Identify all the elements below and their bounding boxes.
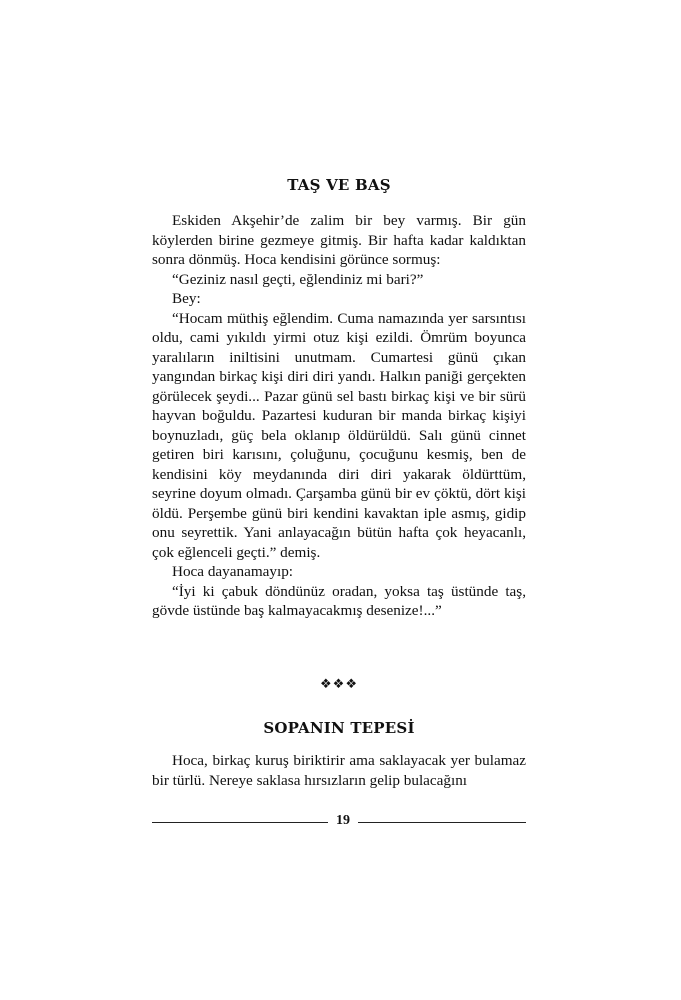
story-body-sopanin-tepesi [152,751,526,790]
story-title-tas-ve-bas: TAŞ VE BAŞ [287,176,391,194]
page-number: 19 [336,813,350,828]
paragraph: Bey: [172,290,201,307]
section-divider-ornament: ❖❖❖ [320,677,358,692]
story-title-sopanin-tepesi: SOPANIN TEPESİ [263,719,415,737]
paragraph: “Hocam müthiş eğlendim. Cuma namazında yer sarsıntısı oldu, cami yıkıldı yirmi otuz kişi ezildi. Ömrüm boyunca yaralıların iniltisini unutmam. Cumartesi günü çıkan yangından birkaç kişi diri diri yandı. Halkın paniği gerçekten görülecek şeydi... Pazar günü sel bastı birkaç kişi ve bir sürü hayvan boğuldu. Pazartesi kuduran bir manda birkaç kişiyi boynuzladı, güç bela oklanıp öldürüldü. Salı günü cinnet getiren biri karısını, çoluğunu, çocuğunu kesmiş, ben de kendisini köy meydanında diri diri yakarak öldürttüm, seyrine doyum olmadı. Çarşamba günü bir ev çöktü, dört kişi öldü. Perşembe günü biri kendini kavaktan iple asmış, gidip onu seyrettik. Yani anlayacağın bütün hafta çok heyacanlı, çok eğlenceli geçti.” demiş. [152,309,526,561]
paragraph: “İyi ki çabuk döndünüz oradan, yoksa taş üstünde taş, gövde üstünde baş kalmayacakmış desenize!...” [152,582,526,619]
paragraph: “Geziniz nasıl geçti, eğlendiniz mi bari?” [172,270,424,288]
paragraph: Hoca dayanamayıp: [172,563,294,580]
story-body-tas-ve-bas [152,211,526,621]
paragraph: Eskiden Akşehir’de zalim bir bey varmış. Bir gün köylerden birine gezmeye gitmiş. Bir hafta kadar kaldıktan sonra dönmüş. Hoca kendisini görünce sormuş: [152,212,526,268]
paragraph: Hoca, birkaç kuruş biriktirir ama saklayacak yer bulamaz bir türlü. Nereye saklasa hırsızların gelip bulacağını [152,752,526,789]
footer-rule-left [152,822,328,823]
footer-rule-right [358,822,526,823]
